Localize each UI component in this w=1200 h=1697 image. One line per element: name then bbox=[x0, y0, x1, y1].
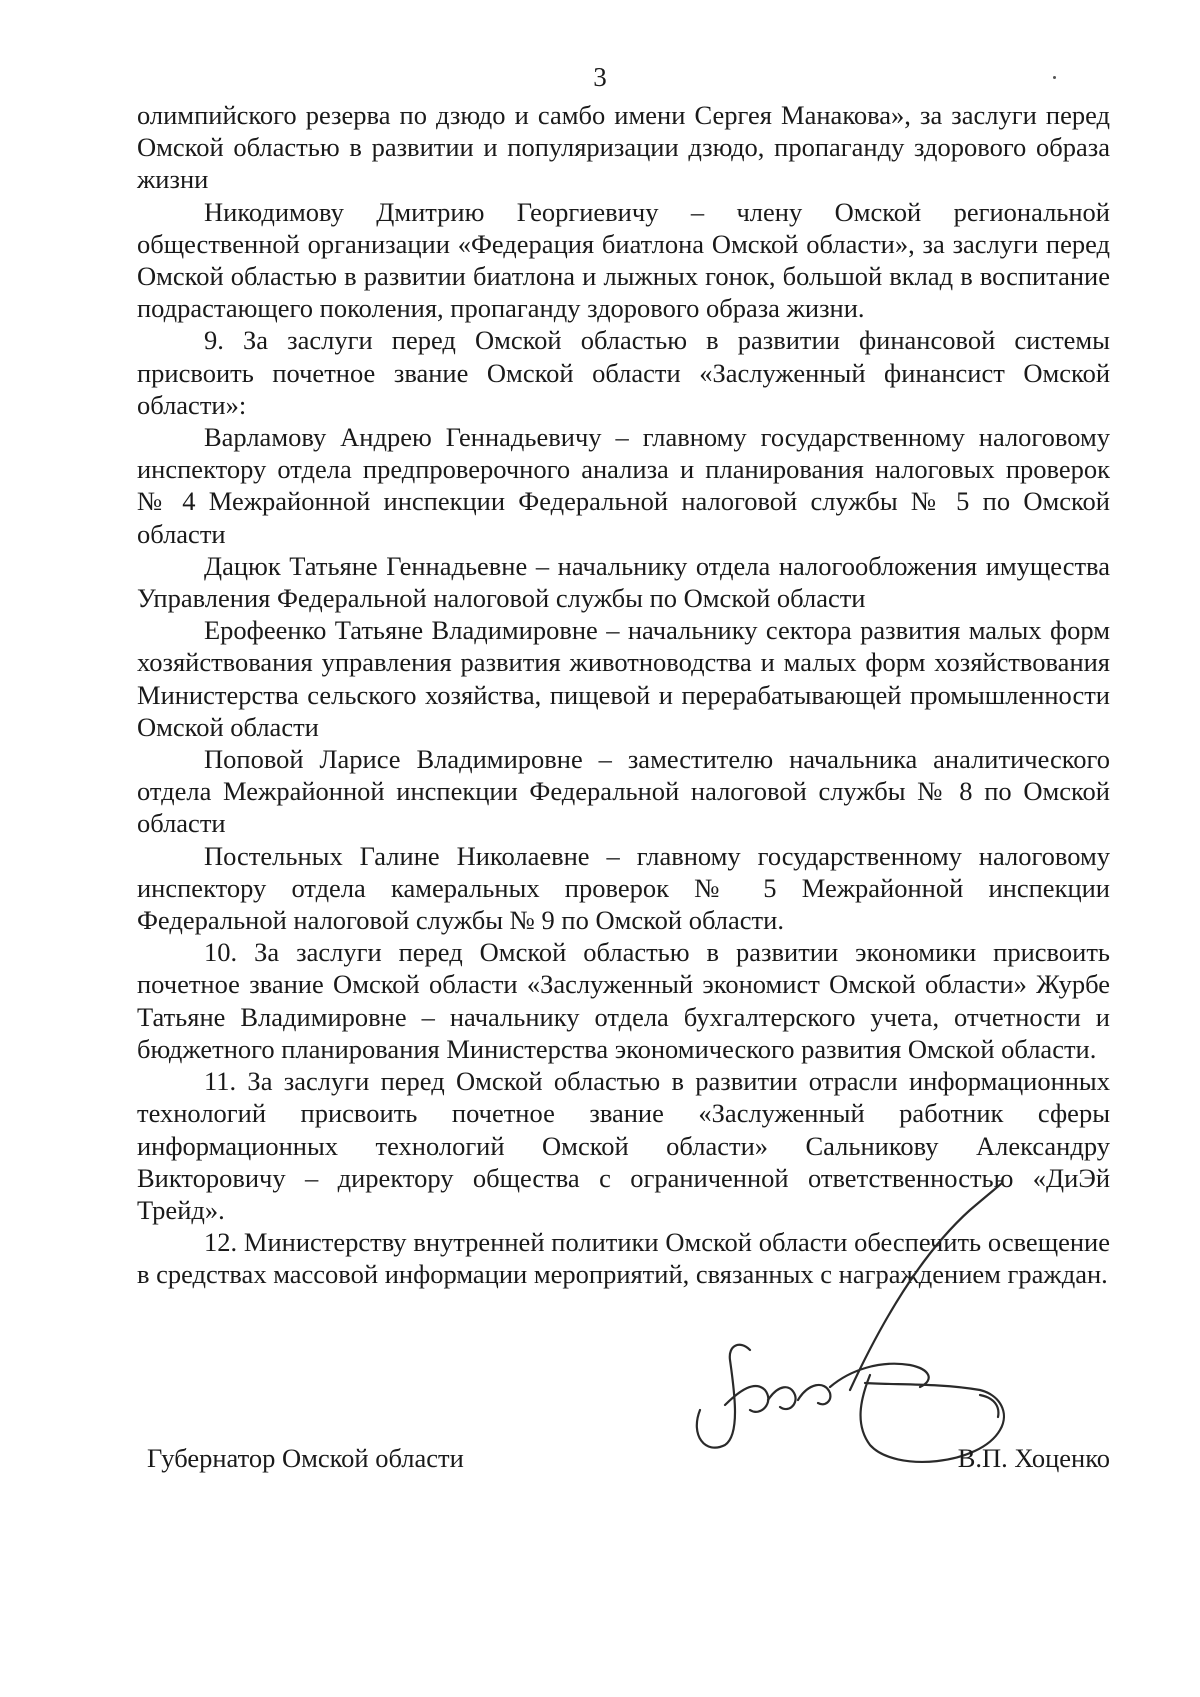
scan-speck bbox=[1053, 76, 1056, 79]
paragraph-continuation: олимпийского резерва по дзюдо и самбо имени Сергея Манакова», за заслуги перед Омской областью в развитии и популяризации дзюдо, пропаганду здорового образа жизни bbox=[137, 100, 1110, 195]
paragraph-item-10: 10. За заслуги перед Омской областью в развитии экономики присвоить почетное звание Омской области «Заслуженный экономист Омской области» Журбе Татьяне Владимировне – начальнику отдела бухгалтерского учета, отчетности и бюджетного планирования Министерства экономического развития Омской области. bbox=[137, 937, 1110, 1064]
paragraph-erofeenko: Ерофеенко Татьяне Владимировне – начальнику сектора развития малых форм хозяйствования управления развития животноводства и малых форм хозяйствования Министерства сельского хозяйства, пищевой и перерабатывающей промышленности Омской области bbox=[137, 615, 1110, 742]
paragraph-item-11: 11. За заслуги перед Омской областью в развитии отрасли информационных технологий присвоить почетное звание «Заслуженный работник сферы информационных технологий Омской области» Сальникову Александру Викторовичу – директору общества с ограниченной ответственностью «ДиЭй Трейд». bbox=[137, 1066, 1110, 1225]
handwritten-signature bbox=[680, 1155, 1120, 1555]
paragraph-item-12: 12. Министерству внутренней политики Омской области обеспечить освещение в средствах массовой информации мероприятий, связанных с награждением граждан. bbox=[137, 1227, 1110, 1290]
signer-name: В.П. Хоценко bbox=[957, 1443, 1110, 1473]
signer-position: Губернатор Омской области bbox=[147, 1443, 464, 1473]
signature-block bbox=[137, 1442, 1110, 1482]
paragraph-popova: Поповой Ларисе Владимировне – заместителю начальника аналитического отдела Межрайонной инспекции Федеральной налоговой службы № 8 по Омской области bbox=[137, 744, 1110, 839]
document-body bbox=[137, 99, 1110, 1291]
paragraph-varlamov: Варламову Андрею Геннадьевичу – главному государственному налоговому инспектору отдела предпроверочного анализа и планирования налоговых проверок № 4 Межрайонной инспекции Федеральной налоговой службы № 5 по Омской области bbox=[137, 422, 1110, 549]
paragraph-datsyuk: Дацюк Татьяне Геннадьевне – начальнику отдела налогообложения имущества Управления Федеральной налоговой службы по Омской области bbox=[137, 550, 1110, 614]
paragraph-nikodimov: Никодимову Дмитрию Георгиевичу – члену Омской региональной общественной организации «Федерация биатлона Омской области», за заслуги перед Омской областью в развитии биатлона и лыжных гонок, большой вклад в воспитание подрастающего поколения, пропаганду здорового образа жизни. bbox=[137, 196, 1110, 324]
page-number: 3 bbox=[593, 62, 607, 92]
paragraph-postelnykh: Постельных Галине Николаевне – главному государственному налоговому инспектору отдела камеральных проверок № 5 Межрайонной инспекции Федеральной налоговой службы № 9 по Омской области. bbox=[137, 840, 1110, 936]
paragraph-item-9: 9. За заслуги перед Омской областью в развитии финансовой системы присвоить почетное звание Омской области «Заслуженный финансист Омской области»: bbox=[137, 325, 1110, 420]
